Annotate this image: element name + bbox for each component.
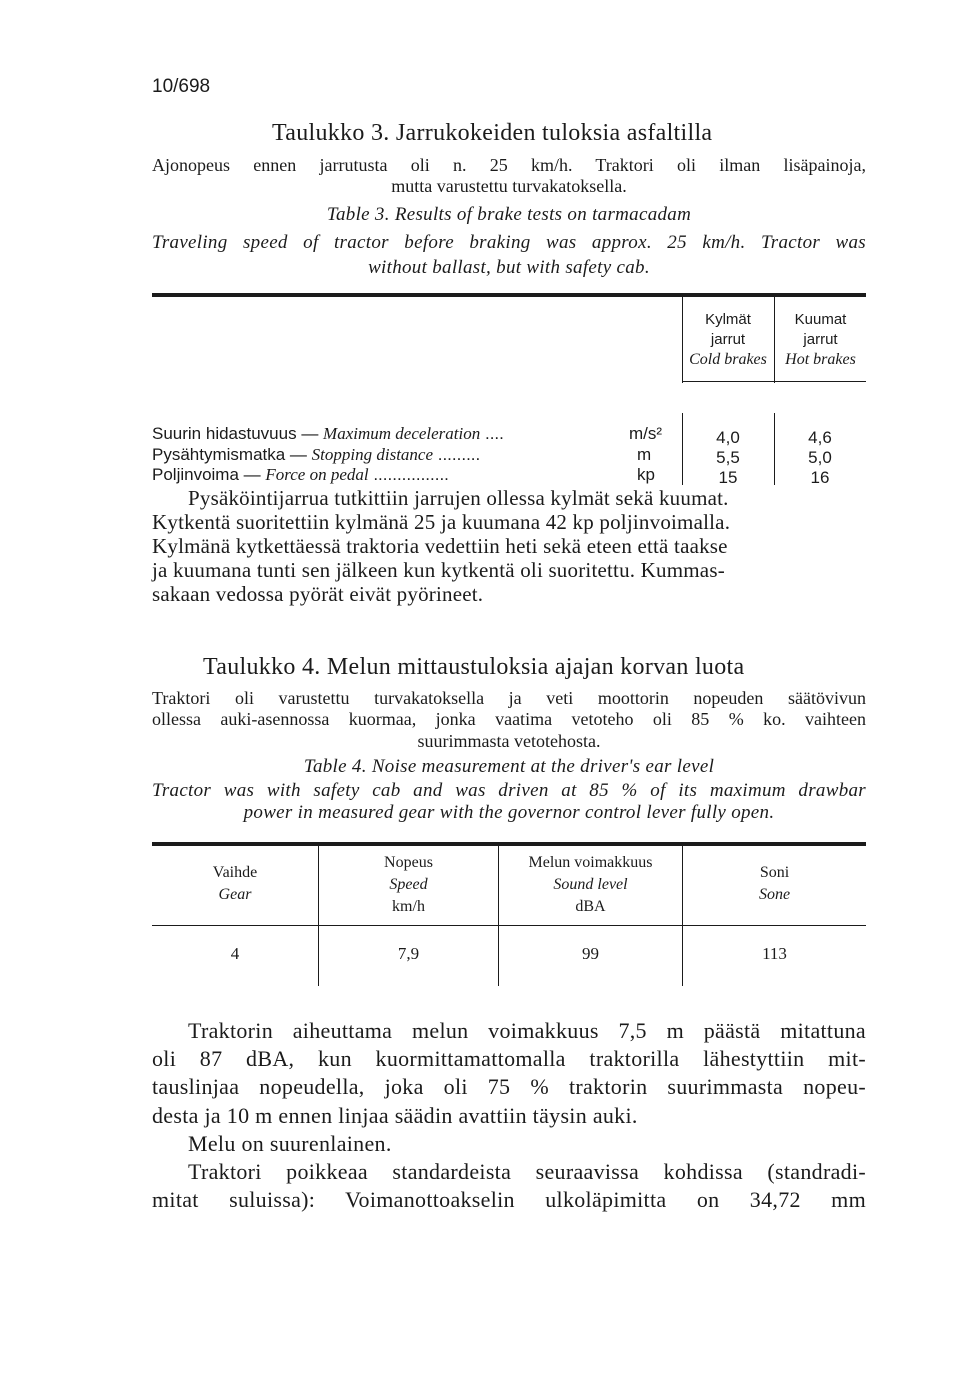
table4-title-en: Table 4. Noise measurement at the driver's ear level [303,756,715,777]
paragraph-line: sakaan vedossa pyörät eivät pyörineet. [152,582,484,606]
col-header-hot-brakes [775,310,866,370]
table3-title-fi: Taulukko 3. Jarrukokeiden tuloksia asfaltilla [272,120,713,146]
leader-dots: .... [480,424,504,443]
table-row-pedal-force [152,465,449,485]
table3-desc-fi-1: Ajonopeus ennen jarrutusta oli n. 25 km/h. Traktori oli ilman lisäpainoja, [152,155,866,175]
col-gear-en: Gear [218,886,252,903]
col-sound-fi: Melun voimakkuus [528,854,653,871]
col-header-speed [319,852,498,918]
table4-desc-fi-3: suurimmasta vetotehosta. [417,731,601,751]
table4-desc-fi-2: ollessa auki-asennossa kuormaa, jonka vaatima vetoteho oli 85 % ko. vaihteen [152,709,866,729]
paragraph-line: ja kuumana tunti sen jälkeen kun kytkentä oli suoritettu. Kummas- [152,558,725,582]
row-unit: kp [637,465,655,484]
paragraph-line: tauslinjaa nopeudella, joka oli 75 % traktorin suurimmasta nopeu- [152,1074,866,1100]
col-header-gear [152,862,318,906]
row-label-en: Force on pedal [265,465,369,484]
leader-dots: ................ [368,465,449,484]
row-label-fi: Poljinvoima — [152,465,266,484]
table3-desc-en-2: without ballast, but with safety cab. [368,257,650,278]
paragraph-line: desta ja 10 m ennen linjaa säädin avattiin täysin auki. [152,1102,638,1128]
cell-cold: 15 [718,468,738,487]
row-label-fi: Pysähtymismatka — [152,445,312,464]
col-header-sound-level [499,852,682,918]
row-label-en: Stopping distance [311,445,434,464]
table3-desc-en-1: Traveling speed of tractor before braking was approx. 25 km/h. Tractor was [152,232,866,253]
col-hot-fi1: Kuumat [794,311,847,328]
col-speed-en: Speed [389,876,428,893]
paragraph-line: oli 87 dBA, kun kuormittamattomalla traktorilla lähestyttiin mit- [152,1046,866,1072]
col-cold-en: Cold brakes [689,351,767,368]
table4-top-rule [152,842,866,846]
table3-body-divider-mid [774,413,775,485]
row-unit: m/s² [629,424,663,443]
paragraph-noise-and-standards [152,1017,866,1214]
cell-hot: 5,0 [808,448,832,467]
cell-sone: 113 [762,944,787,963]
cell-sound-level: 99 [582,944,599,963]
cell-hot: 4,6 [808,428,832,447]
table3-desc-fi-2: mutta varustettu turvakatoksella. [391,176,627,196]
col-cold-fi1: Kylmät [705,311,751,328]
table-row-stopping-distance [152,445,480,465]
col-hot-en: Hot brakes [785,351,856,368]
col-header-cold-brakes [682,310,774,370]
col-sone-fi: Soni [759,864,790,881]
paragraph-line: Pysäköintijarrua tutkittiin jarrujen ollessa kylmät sekä kuumat. [188,486,729,510]
row-label-en: Maximum deceleration [323,424,481,443]
col-sound-unit: dBA [575,898,606,915]
cell-hot: 16 [810,468,830,487]
cell-gear: 4 [230,944,240,963]
table4-desc-en-1: Tractor was with safety cab and was driven at 85 % of its maximum drawbar [152,780,866,801]
cell-speed: 7,9 [397,944,420,963]
page-number: 10/698 [152,76,211,97]
table3-title-en: Table 3. Results of brake tests on tarmacadam [326,204,692,225]
col-sone-en: Sone [758,886,791,903]
leader-dots: ......... [433,445,481,464]
table-row-deceleration [152,424,504,444]
paragraph-line: Traktori poikkeaa standardeista seuraavissa kohdissa (standradi- [188,1159,866,1185]
col-speed-unit: km/h [392,898,425,915]
paragraph-line: mitat suluissa): Voimanottoakselin ulkoläpimitta on 34,72 mm [152,1187,866,1213]
cell-cold: 5,5 [716,448,740,467]
col-sound-en: Sound level [553,876,628,893]
col-hot-fi2: jarrut [803,331,838,348]
table4-title-fi: Taulukko 4. Melun mittaustuloksia ajajan korvan luota [203,654,745,680]
col-header-sone [683,862,866,906]
cell-cold: 4,0 [716,428,740,447]
table3-body-divider-left [682,413,683,485]
row-label-fi: Suurin hidastuvuus — [152,424,324,443]
table3-header-rule [682,381,866,382]
table4-desc-fi-1: Traktori oli varustettu turvakatoksella ja veti moottorin nopeuden säätövivun [152,688,866,708]
table4-desc-en-2: power in measured gear with the governor control lever fully open. [243,802,775,823]
table4-header-rule [152,925,866,926]
row-unit: m [637,445,652,464]
paragraph-line: Traktorin aiheuttama melun voimakkuus 7,5 m päästä mitattuna [188,1018,866,1043]
col-gear-fi: Vaihde [212,864,258,881]
col-cold-fi2: jarrut [710,331,746,348]
col-speed-fi: Nopeus [384,854,433,871]
paragraph-line: Melu on suurenlainen. [188,1130,392,1156]
paragraph-line: Kytkentä suoritettiin kylmänä 25 ja kuumana 42 kp poljinvoimalla. [152,510,731,534]
paragraph-line: Kylmänä kytkettäessä traktoria vedettiin heti sekä eteen että taakse [152,534,728,558]
table3-top-rule [152,293,866,297]
paragraph-parking-brake [152,486,866,606]
